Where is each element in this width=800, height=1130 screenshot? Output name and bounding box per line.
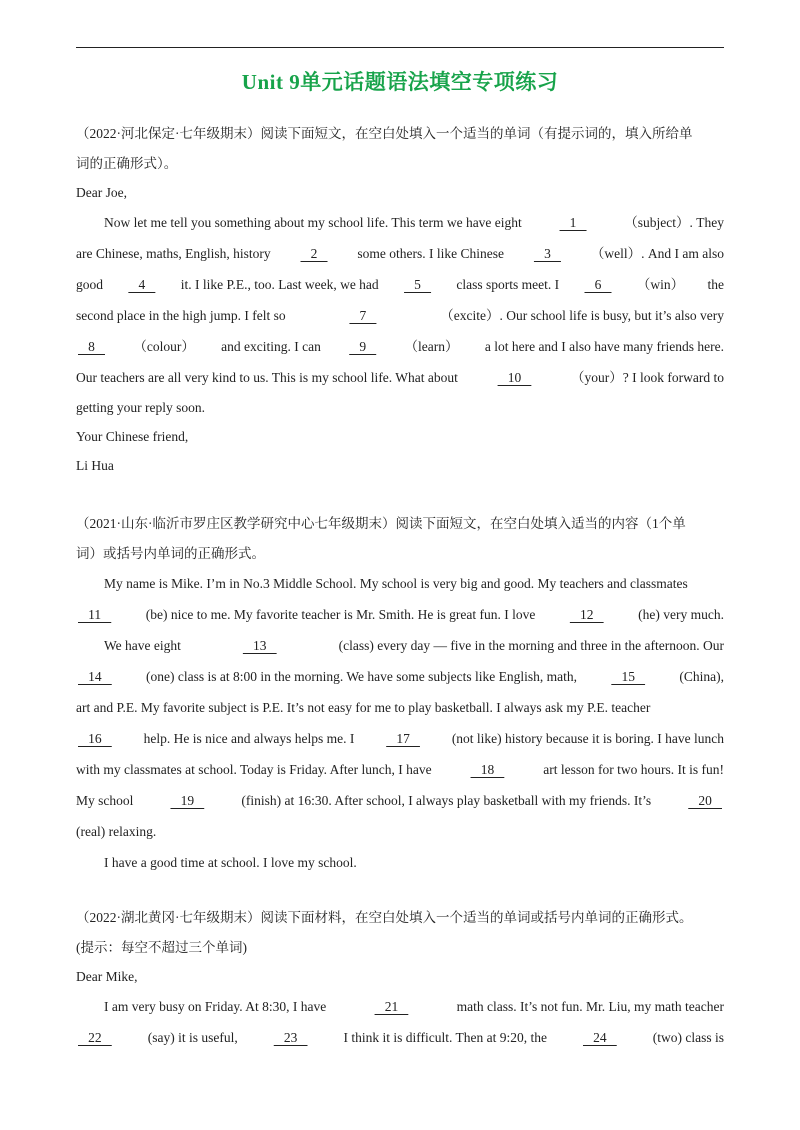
blank-19[interactable]: 19 <box>170 793 205 808</box>
text-segment: （learn） <box>404 339 459 354</box>
s2-passage-line <box>76 661 724 692</box>
blank-10[interactable]: 10 <box>497 370 532 385</box>
text-segment: （subject）. They <box>624 215 724 230</box>
blank-22[interactable]: 22 <box>78 1030 112 1045</box>
s1-intro-line-1: （2022·河北保定·七年级期末）阅读下面短文，在空白处填入一个适当的单词（有提示词的，填入所给单 <box>76 126 693 141</box>
blank-2[interactable]: 2 <box>300 246 328 261</box>
text-segment: I think it is difficult. Then at 9:20, the <box>343 1030 547 1045</box>
worksheet-content <box>76 118 724 1053</box>
text-segment: math class. It’s not fun. Mr. Liu, my math teacher <box>456 999 724 1014</box>
blank-4[interactable]: 4 <box>128 277 156 292</box>
section-spacer <box>76 878 724 902</box>
text-segment: are Chinese, maths, English, history <box>76 246 271 261</box>
s1-closing: Your Chinese friend, <box>76 429 189 444</box>
s3-greeting: Dear Mike, <box>76 969 138 984</box>
text-segment: （your）? I look forward to <box>571 370 724 385</box>
s1-passage-line <box>76 331 724 362</box>
s2-passage-line: My name is Mike. I’m in No.3 Middle School. My school is very big and good. My teachers and classmates <box>104 576 688 591</box>
blank-16[interactable]: 16 <box>78 731 112 746</box>
s1-passage-line <box>76 362 724 393</box>
text-segment: some others. I like Chinese <box>357 246 505 261</box>
text-segment: (one) class is at 8:00 in the morning. We have some subjects like English, math, <box>146 669 578 684</box>
blank-7[interactable]: 7 <box>349 308 377 323</box>
text-segment: (say) it is useful, <box>147 1030 238 1045</box>
text-segment: (two) class is <box>652 1030 724 1045</box>
s1-passage-line: getting your reply soon. <box>76 400 205 415</box>
text-segment: I am very busy on Friday. At 8:30, I have <box>104 999 327 1014</box>
section-spacer <box>76 480 724 508</box>
text-segment: (be) nice to me. My favorite teacher is Mr. Smith. He is great fun. I love <box>145 607 536 622</box>
text-segment: a lot here and I also have many friends here. <box>484 339 724 354</box>
text-segment: We have eight <box>104 638 181 653</box>
text-segment: （win） <box>636 277 685 292</box>
blank-23[interactable]: 23 <box>273 1030 308 1045</box>
text-segment: (not like) history because it is boring. I have lunch <box>451 731 724 746</box>
blank-3[interactable]: 3 <box>533 246 561 261</box>
s2-passage-line: I have a good time at school. I love my school. <box>104 855 357 870</box>
blank-8[interactable]: 8 <box>78 339 105 354</box>
s2-passage-line <box>76 723 724 754</box>
text-segment: My school <box>76 793 134 808</box>
blank-17[interactable]: 17 <box>386 731 420 746</box>
text-segment: Our teachers are all very kind to us. This is my school life. What about <box>76 370 458 385</box>
text-segment: class sports meet. I <box>456 277 560 292</box>
text-segment: (he) very much. <box>638 607 724 622</box>
blank-20[interactable]: 20 <box>688 793 722 808</box>
blank-6[interactable]: 6 <box>584 277 612 292</box>
s2-passage-line: art and P.E. My favorite subject is P.E. It’s not easy for me to play basketball. I always ask my P.E. teacher <box>76 700 651 715</box>
s1-passage-line <box>76 300 724 331</box>
text-segment: (class) every day — five in the morning and three in the afternoon. Our <box>338 638 724 653</box>
text-segment: good <box>76 277 103 292</box>
text-segment: help. He is nice and always helps me. I <box>143 731 355 746</box>
text-segment: Now let me tell you something about my school life. This term we have eight <box>104 215 522 230</box>
s1-intro-line-2: 词的正确形式）。 <box>76 156 178 171</box>
s2-intro-line-1: （2021·山东·临沂市罗庄区教学研究中心七年级期末）阅读下面短文，在空白处填入适当的内容（1个单 <box>76 516 686 531</box>
text-segment: art lesson for two hours. It is fun! <box>543 762 724 777</box>
s3-intro-line-1: （2022·湖北黄冈·七年级期末）阅读下面材料，在空白处填入一个适当的单词或括号内单词的正确形式。 <box>76 910 693 925</box>
text-segment: second place in the high jump. I felt so <box>76 308 286 323</box>
blank-9[interactable]: 9 <box>349 339 377 354</box>
text-segment: with my classmates at school. Today is Friday. After lunch, I have <box>76 762 432 777</box>
text-segment: （excite）. Our school life is busy, but it’s also very <box>440 308 724 323</box>
text-segment: （well）. And I am also <box>590 246 724 261</box>
blank-1[interactable]: 1 <box>559 215 587 230</box>
blank-24[interactable]: 24 <box>582 1030 617 1045</box>
s1-signature: Li Hua <box>76 458 114 473</box>
blank-14[interactable]: 14 <box>78 669 112 684</box>
text-segment: (China), <box>679 669 724 684</box>
blank-21[interactable]: 21 <box>374 999 409 1014</box>
blank-11[interactable]: 11 <box>78 607 112 622</box>
text-segment: it. I like P.E., too. Last week, we had <box>180 277 379 292</box>
s3-passage-line <box>76 991 724 1022</box>
s2-passage-line <box>76 599 724 630</box>
s2-passage-line <box>76 754 724 785</box>
blank-18[interactable]: 18 <box>470 762 505 777</box>
s3-hint: (提示：每空不超过三个单词) <box>76 940 247 955</box>
s1-greeting: Dear Joe, <box>76 185 127 200</box>
blank-5[interactable]: 5 <box>404 277 432 292</box>
text-segment: the <box>707 277 724 292</box>
s2-passage-line: (real) relaxing. <box>76 824 157 839</box>
text-segment: and exciting. I can <box>221 339 321 354</box>
text-segment: （colour） <box>133 339 195 354</box>
s1-passage-line <box>76 207 724 238</box>
s1-passage-line <box>76 269 724 300</box>
top-divider <box>76 47 724 48</box>
blank-12[interactable]: 12 <box>569 607 604 622</box>
text-segment: (finish) at 16:30. After school, I always play basketball with my friends. It’s <box>241 793 652 808</box>
blank-13[interactable]: 13 <box>242 638 277 653</box>
s2-intro-line-2: 词）或括号内单词的正确形式。 <box>76 546 265 561</box>
s3-passage-line <box>76 1022 724 1053</box>
s1-passage-line <box>76 238 724 269</box>
blank-15[interactable]: 15 <box>611 669 646 684</box>
s2-passage-line <box>76 785 724 816</box>
s2-passage-line <box>76 630 724 661</box>
page-title: Unit 9单元话题语法填空专项练习 <box>241 70 559 94</box>
